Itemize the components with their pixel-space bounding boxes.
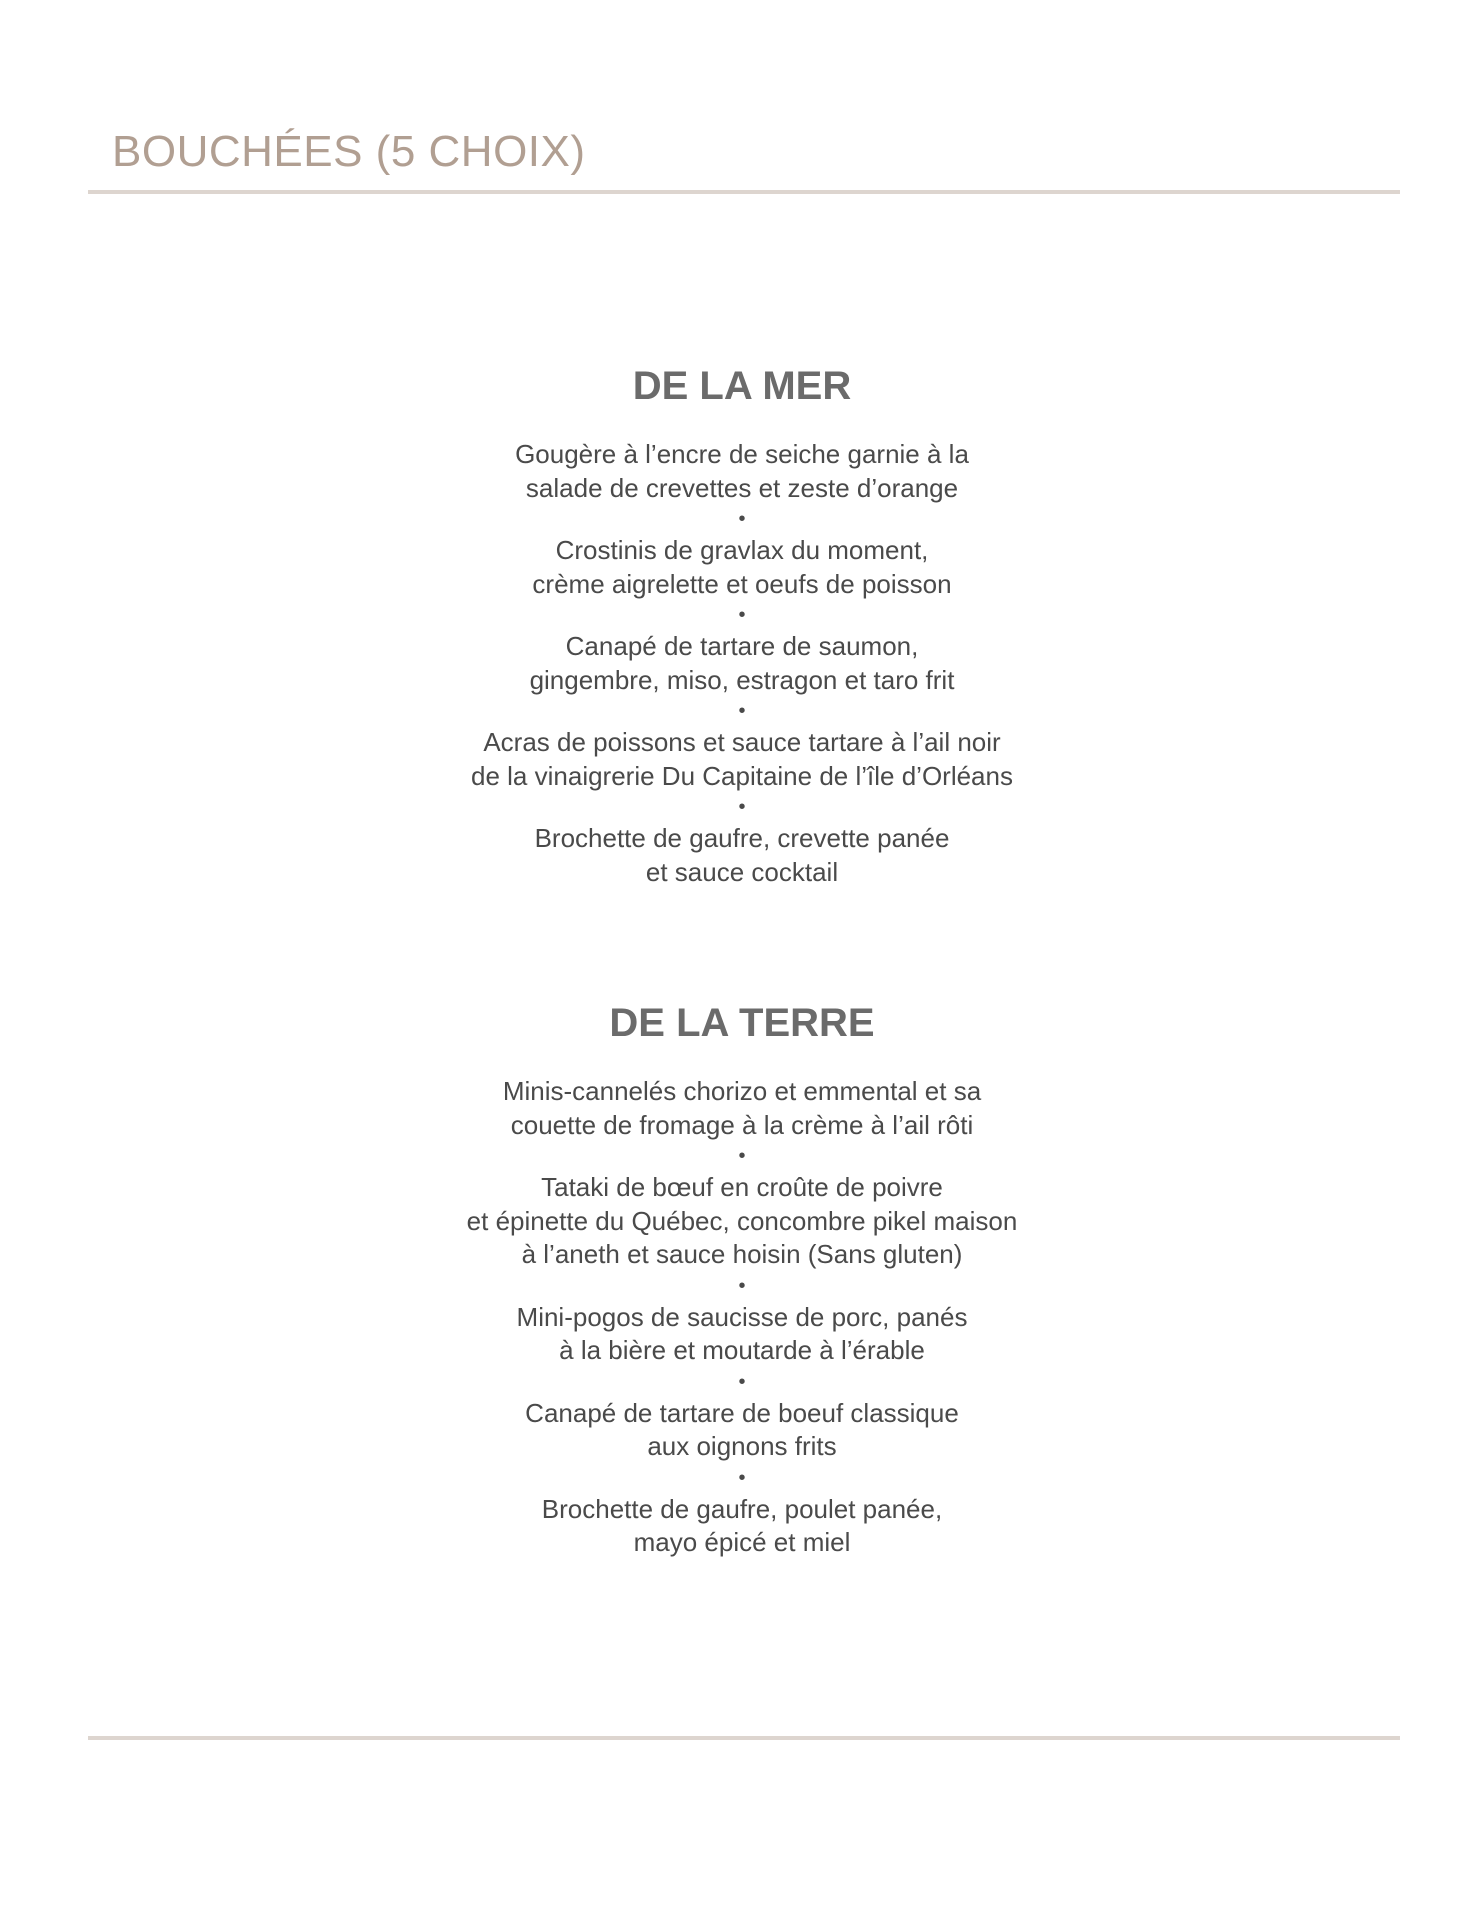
bullet-separator: • bbox=[738, 1466, 746, 1489]
top-divider bbox=[88, 190, 1400, 194]
menu-item bbox=[0, 1397, 1484, 1464]
section-title: DE LA MER bbox=[632, 364, 852, 408]
menu-item bbox=[0, 1075, 1484, 1142]
bullet-separator: • bbox=[738, 1145, 746, 1167]
bullet-separator: • bbox=[738, 796, 746, 818]
menu-item-line: Minis-cannelés chorizo et emmental et sa bbox=[502, 1076, 982, 1106]
bullet-separator: • bbox=[738, 1370, 746, 1393]
menu-list bbox=[0, 438, 1484, 889]
menu-item-line: Mini-pogos de saucisse de porc, panés bbox=[516, 1301, 968, 1332]
menu-item-line: de la vinaigrerie Du Capitaine de l’île d’Orléans bbox=[471, 760, 1013, 791]
menu-item-line: à l’aneth et sauce hoisin (Sans gluten) bbox=[521, 1239, 963, 1269]
bullet-separator: • bbox=[738, 1274, 746, 1297]
menu-item-line: couette de fromage à la crème à l’ail rôti bbox=[510, 1109, 974, 1140]
menu-item-line: Gougère à l’encre de seiche garnie à la bbox=[515, 439, 969, 469]
menu-item bbox=[0, 1171, 1484, 1272]
menu-item-line: salade de crevettes et zeste d’orange bbox=[525, 472, 959, 503]
section-de-la-terre bbox=[0, 997, 1484, 1560]
menu-item bbox=[0, 534, 1484, 601]
menu-list bbox=[0, 1075, 1484, 1560]
menu-item-line: à la bière et moutarde à l’érable bbox=[559, 1335, 925, 1365]
menu-item-line: mayo épicé et miel bbox=[633, 1527, 851, 1557]
menu-item-line: Tataki de bœuf en croûte de poivre bbox=[541, 1172, 943, 1202]
menu-item bbox=[0, 1493, 1484, 1560]
menu-item-line: Brochette de gaufre, poulet panée, bbox=[541, 1493, 943, 1524]
menu-item bbox=[0, 438, 1484, 505]
menu-item-line: et sauce cocktail bbox=[645, 856, 839, 887]
section-de-la-mer bbox=[0, 360, 1484, 889]
menu-item bbox=[0, 822, 1484, 889]
menu-item-line: Canapé de tartare de saumon, bbox=[565, 631, 919, 661]
section-title: DE LA TERRE bbox=[609, 1001, 875, 1045]
menu-item-line: aux oignons frits bbox=[647, 1431, 837, 1461]
page-title: BOUCHÉES (5 CHOIX) bbox=[112, 127, 586, 176]
menu-item-line: Canapé de tartare de boeuf classique bbox=[525, 1397, 959, 1428]
bullet-separator: • bbox=[738, 700, 746, 722]
menu-item-line: et épinette du Québec, concombre pikel maison bbox=[466, 1205, 1018, 1236]
menu-item bbox=[0, 726, 1484, 793]
menu-item bbox=[0, 630, 1484, 697]
menu-item-line: Brochette de gaufre, crevette panée bbox=[534, 823, 950, 853]
menu-item-line: gingembre, miso, estragon et taro frit bbox=[529, 664, 955, 695]
bullet-separator: • bbox=[738, 604, 746, 626]
menu-item bbox=[0, 1301, 1484, 1368]
menu-item-line: Crostinis de gravlax du moment, bbox=[555, 535, 929, 565]
bottom-divider bbox=[88, 1736, 1400, 1740]
menu-item-line: Acras de poissons et sauce tartare à l’ail noir bbox=[483, 727, 1001, 757]
menu-item-line: crème aigrelette et oeufs de poisson bbox=[532, 568, 952, 599]
bullet-separator: • bbox=[738, 508, 746, 530]
